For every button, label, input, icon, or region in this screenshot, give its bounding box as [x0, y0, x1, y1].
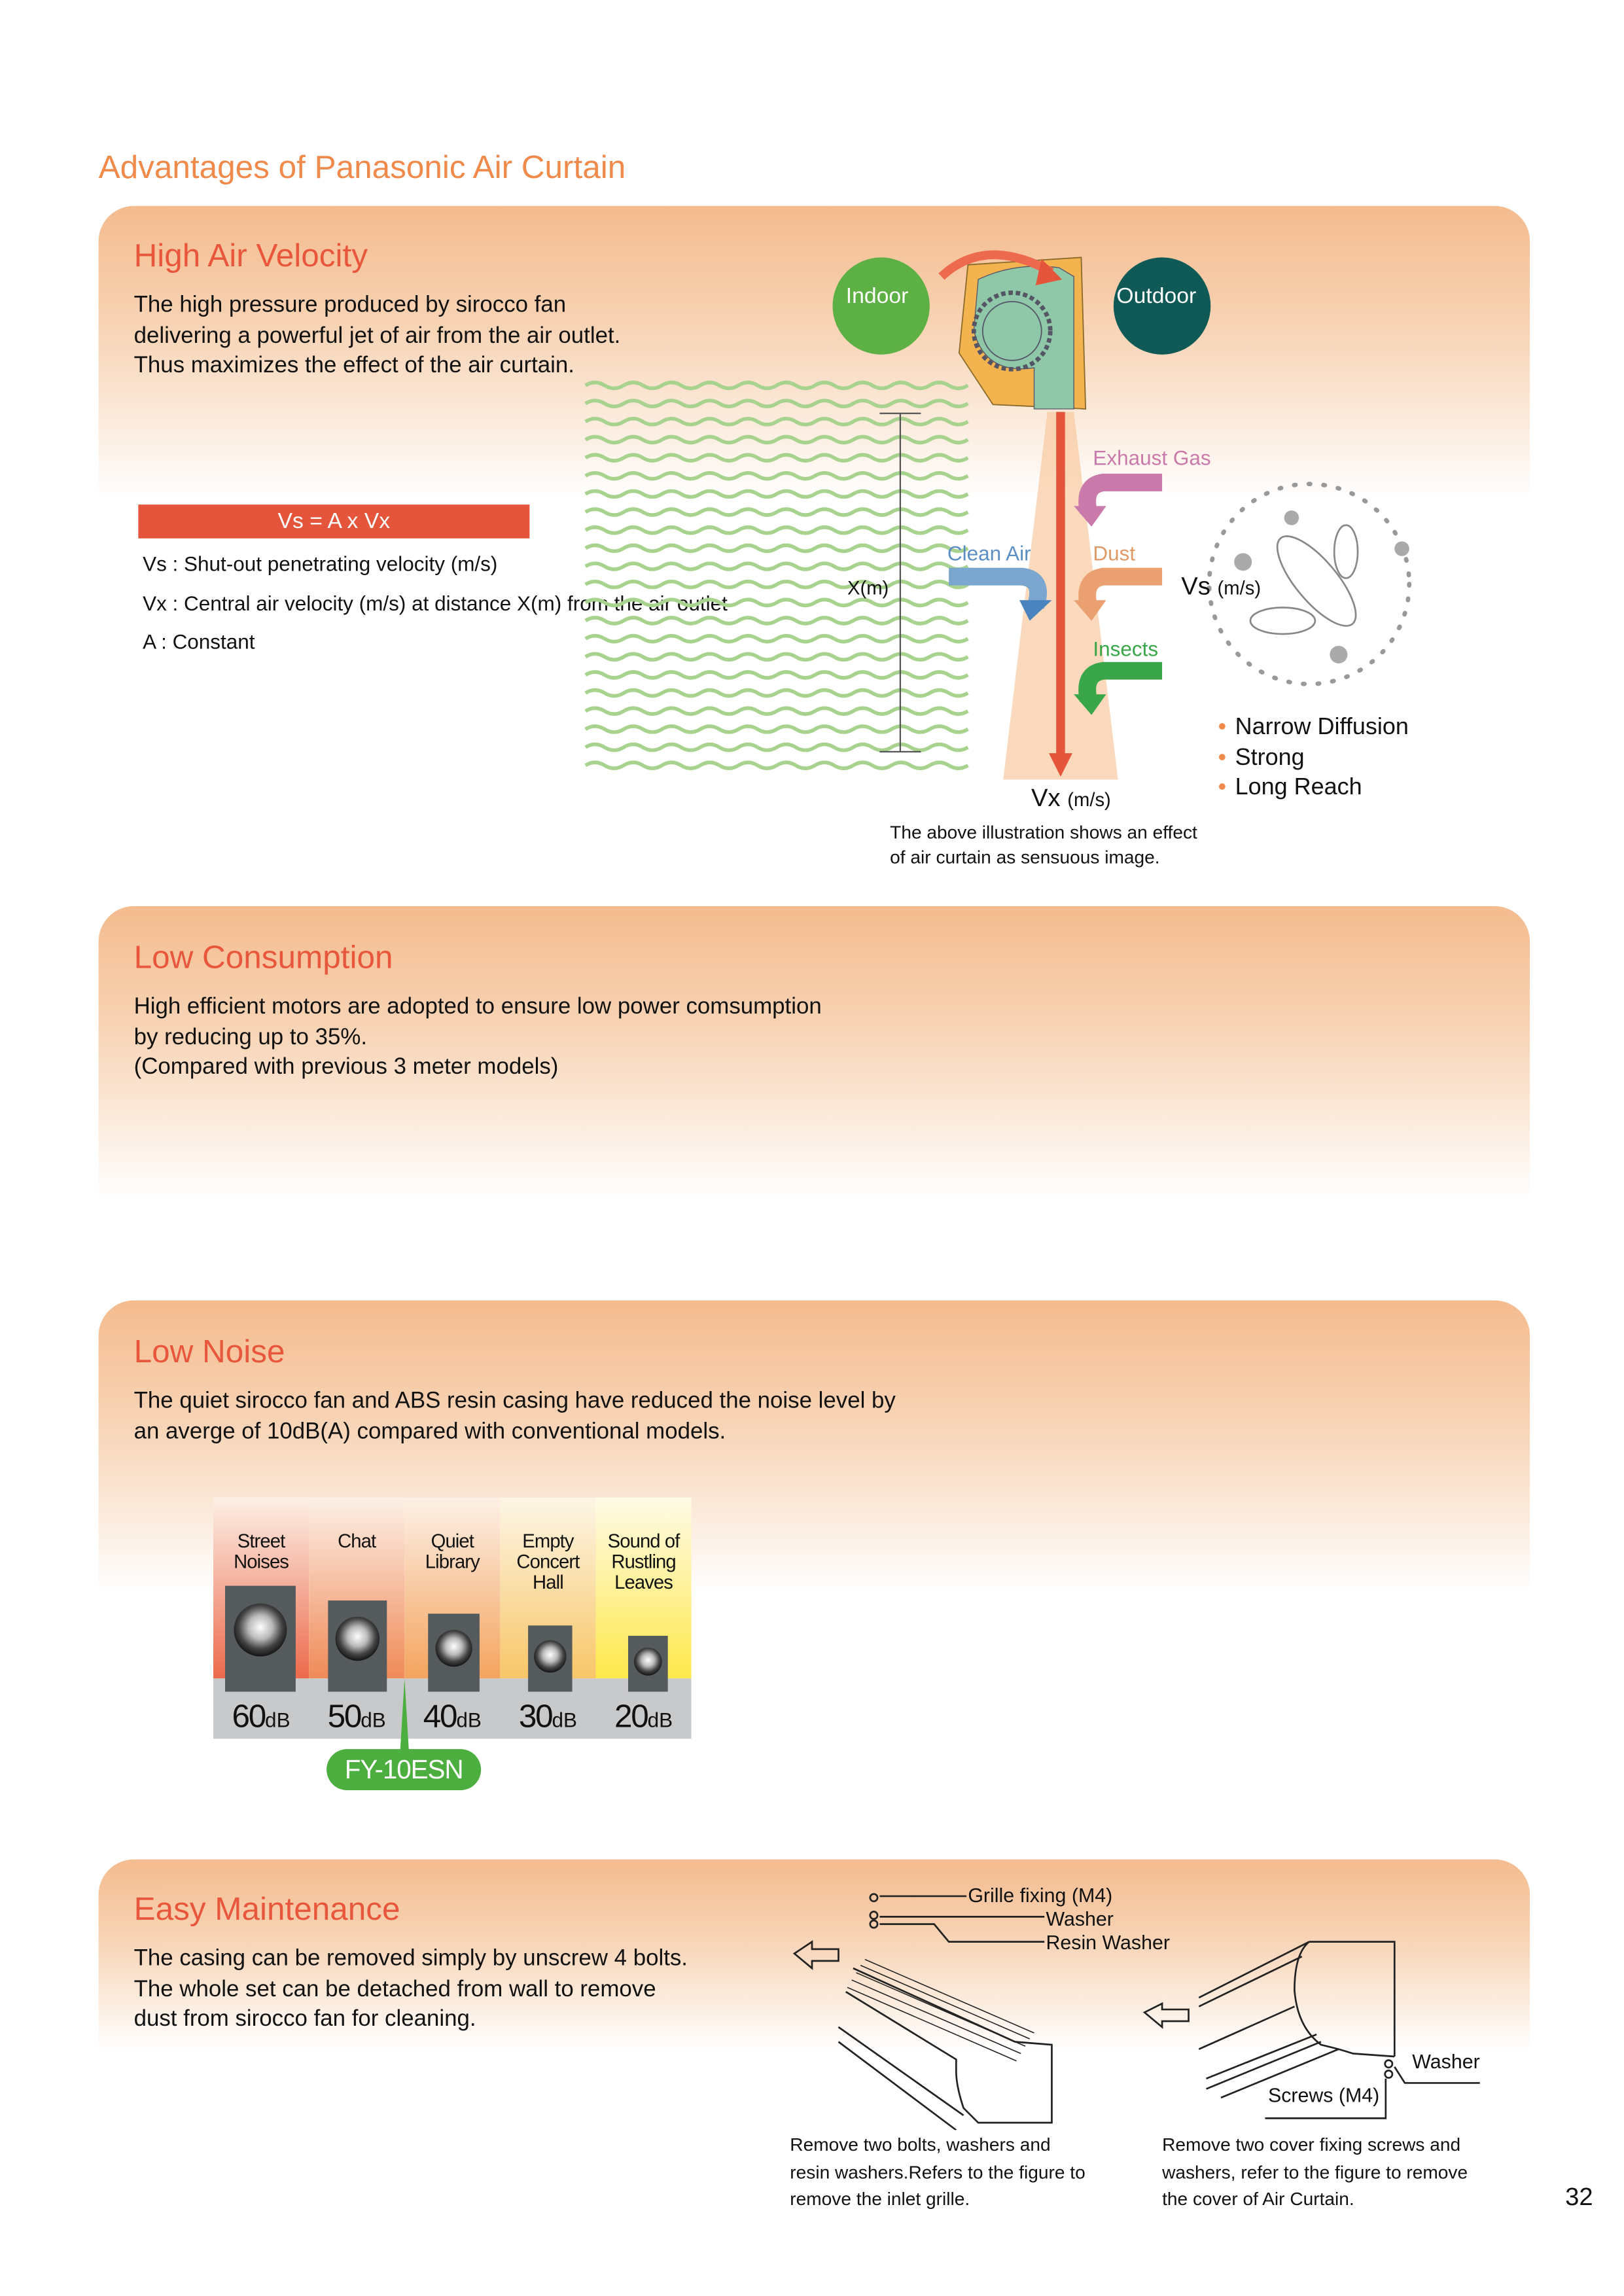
- wave-line: [586, 708, 968, 714]
- low-noise-text: [134, 1387, 896, 1447]
- noise-column-40: Quiet Library: [404, 1498, 500, 1679]
- low-consumption-title: Low Consumption: [133, 938, 393, 976]
- noise-column-20: Sound of Rustling Leaves: [596, 1498, 692, 1679]
- definition-vx: Vx : Central air velocity (m/s) at distance X(m) from the air outlet: [143, 591, 728, 615]
- inlet-grille-unit: [838, 1960, 1051, 2130]
- definition-vs: Vs : Shut-out penetrating velocity (m/s): [143, 552, 498, 576]
- washer-label: Washer: [1046, 1907, 1114, 1930]
- high-air-velocity-title: High Air Velocity: [133, 236, 368, 274]
- vx-symbol: Vx: [1031, 784, 1061, 813]
- text-line: Thus maximizes the effect of the air curtain.: [133, 353, 574, 378]
- low-noise-title: Low Noise: [133, 1332, 285, 1370]
- wave-line: [586, 726, 968, 732]
- right-washer-label: Washer: [1412, 2050, 1480, 2073]
- wave-line: [586, 436, 968, 442]
- feature-item: • Long Reach: [1218, 775, 1362, 801]
- air-curtain-cover-unit: [1199, 1942, 1394, 2098]
- high-air-velocity-text: [134, 291, 621, 381]
- page-title: Advantages of Panasonic Air Curtain: [98, 149, 626, 186]
- exhaust-gas-label: Exhaust Gas: [1093, 446, 1211, 470]
- wave-line: [586, 527, 968, 533]
- wave-line: [586, 419, 968, 425]
- vs-unit: (m/s): [1217, 576, 1262, 599]
- noise-column-30: Empty Concert Hall: [500, 1498, 595, 1679]
- text-line: by reducing up to 35%.: [133, 1024, 368, 1050]
- decibel-value: 30dB: [518, 1697, 577, 1735]
- caption-line: remove the inlet grille.: [790, 2189, 970, 2210]
- speaker-icon: [628, 1636, 668, 1691]
- text-line: The quiet sirocco fan and ABS resin casing have reduced the noise level by: [133, 1388, 896, 1414]
- text-line: The high pressure produced by sirocco fan: [133, 292, 567, 318]
- wave-line: [586, 563, 968, 569]
- illustration-caption: [890, 821, 1197, 870]
- indoor-label: Indoor: [845, 283, 909, 309]
- speaker-icon: [528, 1625, 572, 1691]
- right-caption: [1162, 2132, 1468, 2214]
- text-line: The casing can be removed simply by unscrew 4 bolts.: [133, 1946, 688, 1971]
- decibel-value: 60dB: [232, 1697, 291, 1735]
- wave-line: [586, 473, 968, 479]
- low-consumption-text: [134, 993, 822, 1084]
- noise-column-50: Chat: [309, 1498, 404, 1679]
- resin-washer-label: Resin Washer: [1046, 1931, 1170, 1954]
- text-line: High efficient motors are adopted to ensure low power comsumption: [133, 994, 822, 1020]
- decibel-value: 50dB: [327, 1697, 386, 1735]
- remove-arrow-icon: [794, 1942, 838, 1968]
- decibel-value: 20dB: [614, 1697, 673, 1735]
- air-waves: [586, 383, 968, 769]
- model-pointer: [400, 1678, 409, 1752]
- caption-line: the cover of Air Curtain.: [1162, 2189, 1354, 2210]
- wave-line: [586, 582, 968, 588]
- text-line: The whole set can be detached from wall to remove: [133, 1976, 656, 2002]
- decibel-value: 40dB: [423, 1697, 482, 1735]
- wave-line: [586, 636, 968, 642]
- feature-item: • Narrow Diffusion: [1218, 715, 1409, 740]
- grille-fixing-label: Grille fixing (M4): [968, 1884, 1113, 1907]
- dust-label: Dust: [1093, 541, 1136, 565]
- outdoor-label: Outdoor: [1116, 283, 1197, 309]
- text-line: an averge of 10dB(A) compared with conventional models.: [133, 1419, 726, 1444]
- noise-column-60: Street Noises: [213, 1498, 309, 1679]
- easy-maintenance-text: [134, 1945, 688, 2035]
- left-caption: [790, 2132, 1085, 2214]
- wave-line: [586, 762, 968, 768]
- wave-line: [586, 690, 968, 696]
- wave-line: [586, 618, 968, 624]
- wave-line: [586, 745, 968, 751]
- wave-line: [586, 455, 968, 461]
- wave-line: [586, 400, 968, 406]
- easy-maintenance-title: Easy Maintenance: [133, 1890, 400, 1928]
- model-badge: FY-10ESN: [327, 1749, 481, 1790]
- vs-symbol: Vs: [1181, 572, 1210, 601]
- screws-label: Screws (M4): [1267, 2084, 1380, 2107]
- page-number: 32: [1565, 2183, 1593, 2212]
- wave-line: [586, 383, 968, 389]
- vx-label: [1031, 784, 1111, 813]
- vs-label: [1181, 573, 1261, 602]
- formula-bar: Vs = A x Vx: [138, 504, 529, 539]
- clean-air-label: Clean Air: [947, 541, 1031, 565]
- feature-item: • Strong: [1218, 745, 1305, 770]
- wave-line: [586, 654, 968, 660]
- speaker-icon: [328, 1600, 387, 1691]
- wave-line: [586, 509, 968, 515]
- caption-line: Remove two bolts, washers and: [790, 2134, 1051, 2155]
- caption-line: Remove two cover fixing screws and: [1162, 2134, 1461, 2155]
- text-line: dust from sirocco fan for cleaning.: [133, 2006, 476, 2032]
- vx-unit: (m/s): [1067, 788, 1111, 811]
- wave-line: [586, 672, 968, 678]
- wave-line: [586, 599, 968, 605]
- caption-line: washers, refer to the figure to remove: [1162, 2161, 1468, 2183]
- caption-line: resin washers.Refers to the figure to: [790, 2161, 1086, 2183]
- text-line: delivering a powerful jet of air from the air outlet.: [133, 323, 621, 348]
- maintenance-diagram: [780, 1880, 1501, 2130]
- speaker-icon: [225, 1586, 296, 1692]
- caption-line: The above illustration shows an effect: [890, 822, 1197, 843]
- distance-label: X(m): [847, 576, 889, 599]
- definition-a: A : Constant: [143, 629, 255, 654]
- wave-line: [586, 491, 968, 497]
- wave-line: [586, 545, 968, 551]
- insects-label: Insects: [1093, 637, 1159, 661]
- text-line: (Compared with previous 3 meter models): [133, 1054, 559, 1080]
- noise-level-chart: [213, 1498, 692, 1739]
- feature-list: [1218, 713, 1409, 804]
- remove-arrow-icon: [1144, 2004, 1188, 2027]
- speaker-icon: [428, 1614, 480, 1691]
- caption-line: of air curtain as sensuous image.: [890, 847, 1160, 868]
